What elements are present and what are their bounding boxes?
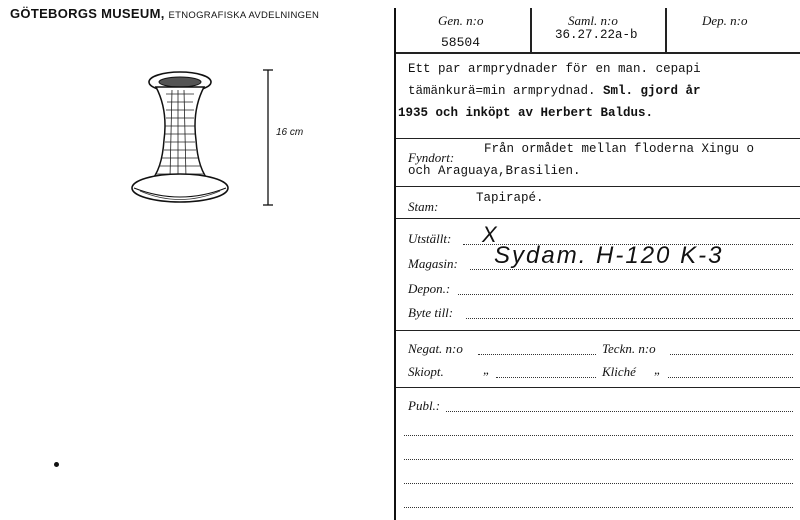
utstallt-label: Utställt: bbox=[408, 231, 452, 246]
publ-label: Publ.: bbox=[408, 398, 441, 413]
magasin-value: Sydam. H-120 K-3 bbox=[494, 242, 724, 269]
publ-dotted-line-4 bbox=[404, 483, 793, 484]
utstallt-mark: X bbox=[482, 222, 497, 247]
description-bottom-rule bbox=[396, 138, 800, 139]
publ-dotted-line-1 bbox=[446, 411, 793, 412]
magasin-dotted-line bbox=[470, 269, 793, 270]
ink-speck bbox=[54, 462, 59, 467]
publ-dotted-line-2 bbox=[404, 435, 793, 436]
kliche-label: Kliché bbox=[602, 364, 636, 379]
description-line-1-word: cepapi bbox=[655, 62, 701, 76]
kliche-dotted-line bbox=[668, 377, 793, 378]
fyndort-value-2: och Araguaya,Brasilien. bbox=[408, 164, 581, 178]
description-line-2b: Sml. gjord år bbox=[603, 84, 701, 98]
skiopt-ditto: „ bbox=[483, 362, 491, 377]
museum-name: GÖTEBORGS MUSEUM, bbox=[10, 6, 165, 21]
description-line-3: 1935 och inköpt av Herbert Baldus. bbox=[398, 106, 654, 120]
negat-dotted-line bbox=[478, 354, 596, 355]
teckn-label: Teckn. n:o bbox=[602, 341, 656, 356]
skiopt-dotted-line bbox=[496, 377, 596, 378]
saml-label: Saml. n:o bbox=[568, 13, 618, 28]
fyndort-bottom-rule bbox=[396, 186, 800, 187]
stam-label: Stam: bbox=[408, 199, 439, 214]
description-line-2 bbox=[408, 84, 701, 98]
storage-bottom-rule bbox=[396, 330, 800, 331]
depon-dotted-line bbox=[458, 294, 793, 295]
stam-bottom-rule bbox=[396, 218, 800, 219]
depon-label: Depon.: bbox=[408, 281, 451, 296]
header-cells-bottom-rule bbox=[396, 52, 800, 54]
skiopt-label: Skiopt. bbox=[408, 364, 444, 379]
byte-dotted-line bbox=[466, 318, 793, 319]
description-line-1-text: Ett par armprydnader för en man. bbox=[408, 62, 649, 76]
department-name: ETNOGRAFISKA AVDELNINGEN bbox=[168, 10, 320, 21]
negat-label: Negat. n:o bbox=[408, 341, 463, 356]
museum-header bbox=[10, 6, 319, 21]
scale-label: 16 cm bbox=[276, 127, 304, 138]
gen-value: 58504 bbox=[441, 35, 481, 50]
publ-dotted-line-5 bbox=[404, 507, 793, 508]
gen-label: Gen. n:o bbox=[438, 13, 484, 28]
publ-dotted-line-3 bbox=[404, 459, 793, 460]
cell-divider-2 bbox=[665, 8, 667, 53]
byte-label: Byte till: bbox=[408, 305, 454, 320]
photo-bottom-rule bbox=[396, 387, 800, 388]
magasin-label: Magasin: bbox=[408, 256, 458, 271]
saml-value: 36.27.22a-b bbox=[555, 28, 638, 42]
artifact-drawing bbox=[120, 60, 300, 220]
cell-divider-1 bbox=[530, 8, 532, 53]
stam-value: Tapirapé. bbox=[476, 191, 544, 205]
fyndort-value-1: Från ormådet mellan floderna Xingu o bbox=[484, 142, 755, 156]
teckn-dotted-line bbox=[670, 354, 793, 355]
kliche-ditto: „ bbox=[654, 362, 662, 377]
card-left-border bbox=[394, 8, 396, 520]
description-line-1 bbox=[408, 62, 701, 76]
description-line-2a: tämänkurä=min armprydnad. bbox=[408, 84, 596, 98]
fyndort-label: Fyndort: bbox=[408, 150, 455, 165]
dep-label: Dep. n:o bbox=[702, 13, 748, 28]
